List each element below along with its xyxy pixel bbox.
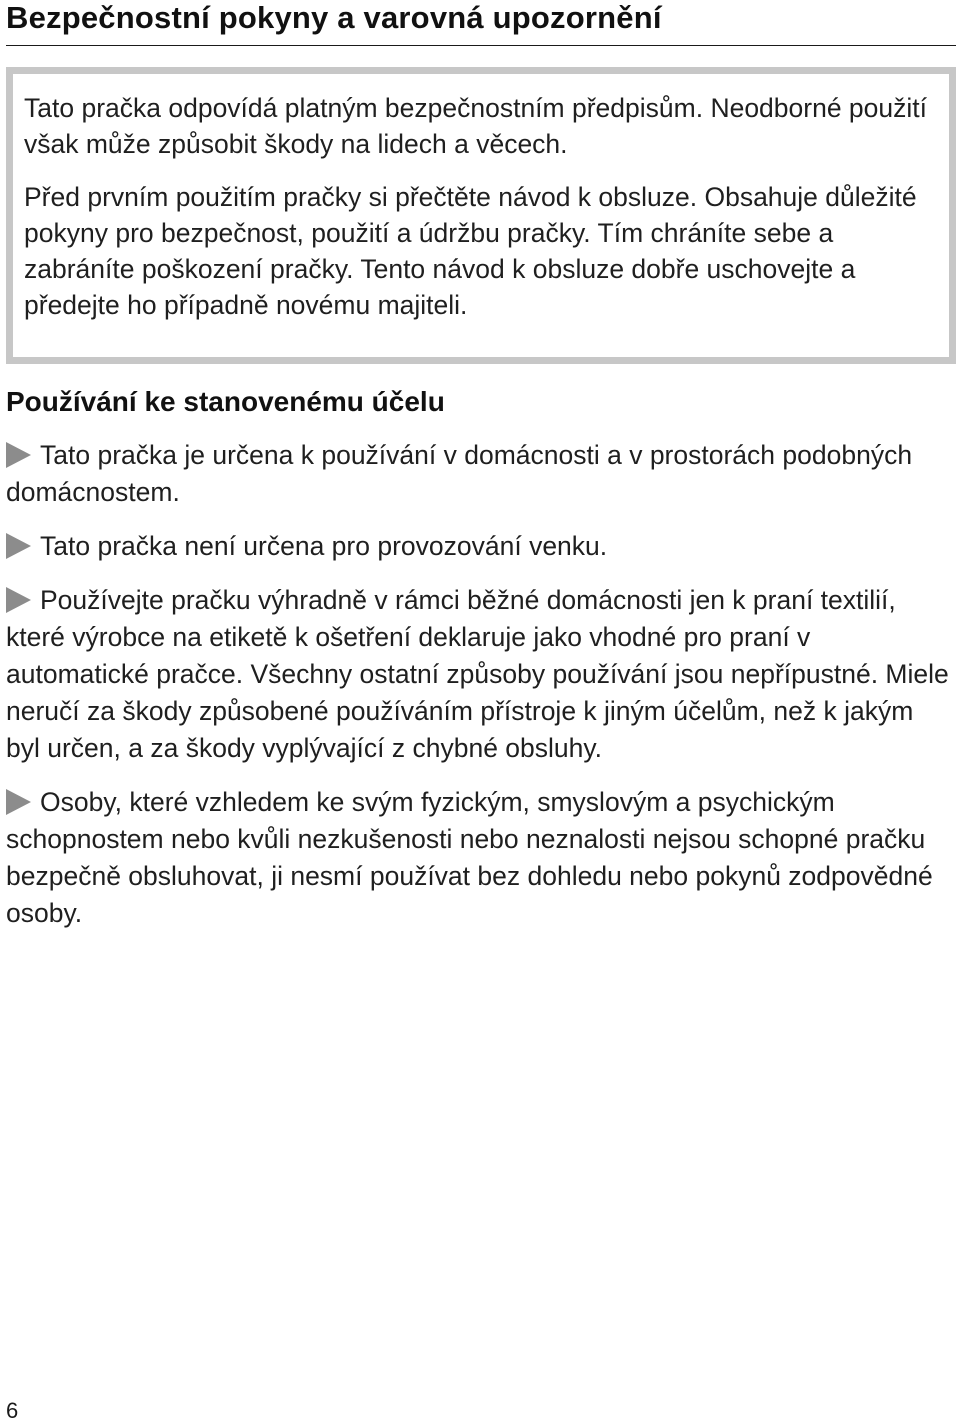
triangle-arrow-icon [6,533,31,559]
page-title: Bezpečnostní pokyny a varovná upozornění [6,0,662,35]
list-item-text: Tato pračka není určena pro provozování venku. [40,531,608,561]
list-item-text: Tato pračka je určena k používání v domácnosti a v prostorách podobných domácnostem. [6,440,913,507]
triangle-arrow-icon [6,789,31,815]
section-heading: Používání ke stanovenému účelu [6,386,445,417]
bullet-list [6,437,951,949]
warning-paragraph: Tato pračka odpovídá platným bezpečnostním předpisům. Neodborné použití však může způsobit škody na lidech a věcech. [24,93,928,159]
triangle-arrow-icon [6,442,31,468]
triangle-arrow-icon [6,587,31,613]
title-divider [6,45,956,46]
list-item [6,582,951,767]
list-item-text: Osoby, které vzhledem ke svým fyzickým, smyslovým a psychickým schopnostem nebo kvůli nezkušenosti nebo neznalosti nejsou schopné pračku bezpečně obsluhovat, ji nesmí používat bez dohledu nebo pokynů zodpovědné osoby. [6,787,933,928]
list-item [6,437,951,511]
list-item [6,528,951,565]
list-item [6,784,951,932]
list-item-text: Používejte pračku výhradně v rámci běžné domácnosti jen k praní textilií, které výrobce na etiketě k ošetření deklaruje jako vhodné pro praní v automatické pračce. Všechny ostatní způsoby používání jsou nepřípustné. Miele neručí za škody způsobené používáním přístroje k jiným účelům, než k jakým byl určen, a za škody vyplývající z chybné obsluhy. [6,585,949,763]
warning-paragraph: Před prvním použitím pračky si přečtěte návod k obsluze. Obsahuje důležité pokyny pro bezpečnost, použití a údržbu pračky. Tím chráníte sebe a zabráníte poškození pračky. Tento návod k obsluze dobře uschovejte a předejte ho případně novému majiteli. [24,182,917,320]
page-number: 6 [6,1398,19,1423]
safety-warning-box [6,67,956,364]
